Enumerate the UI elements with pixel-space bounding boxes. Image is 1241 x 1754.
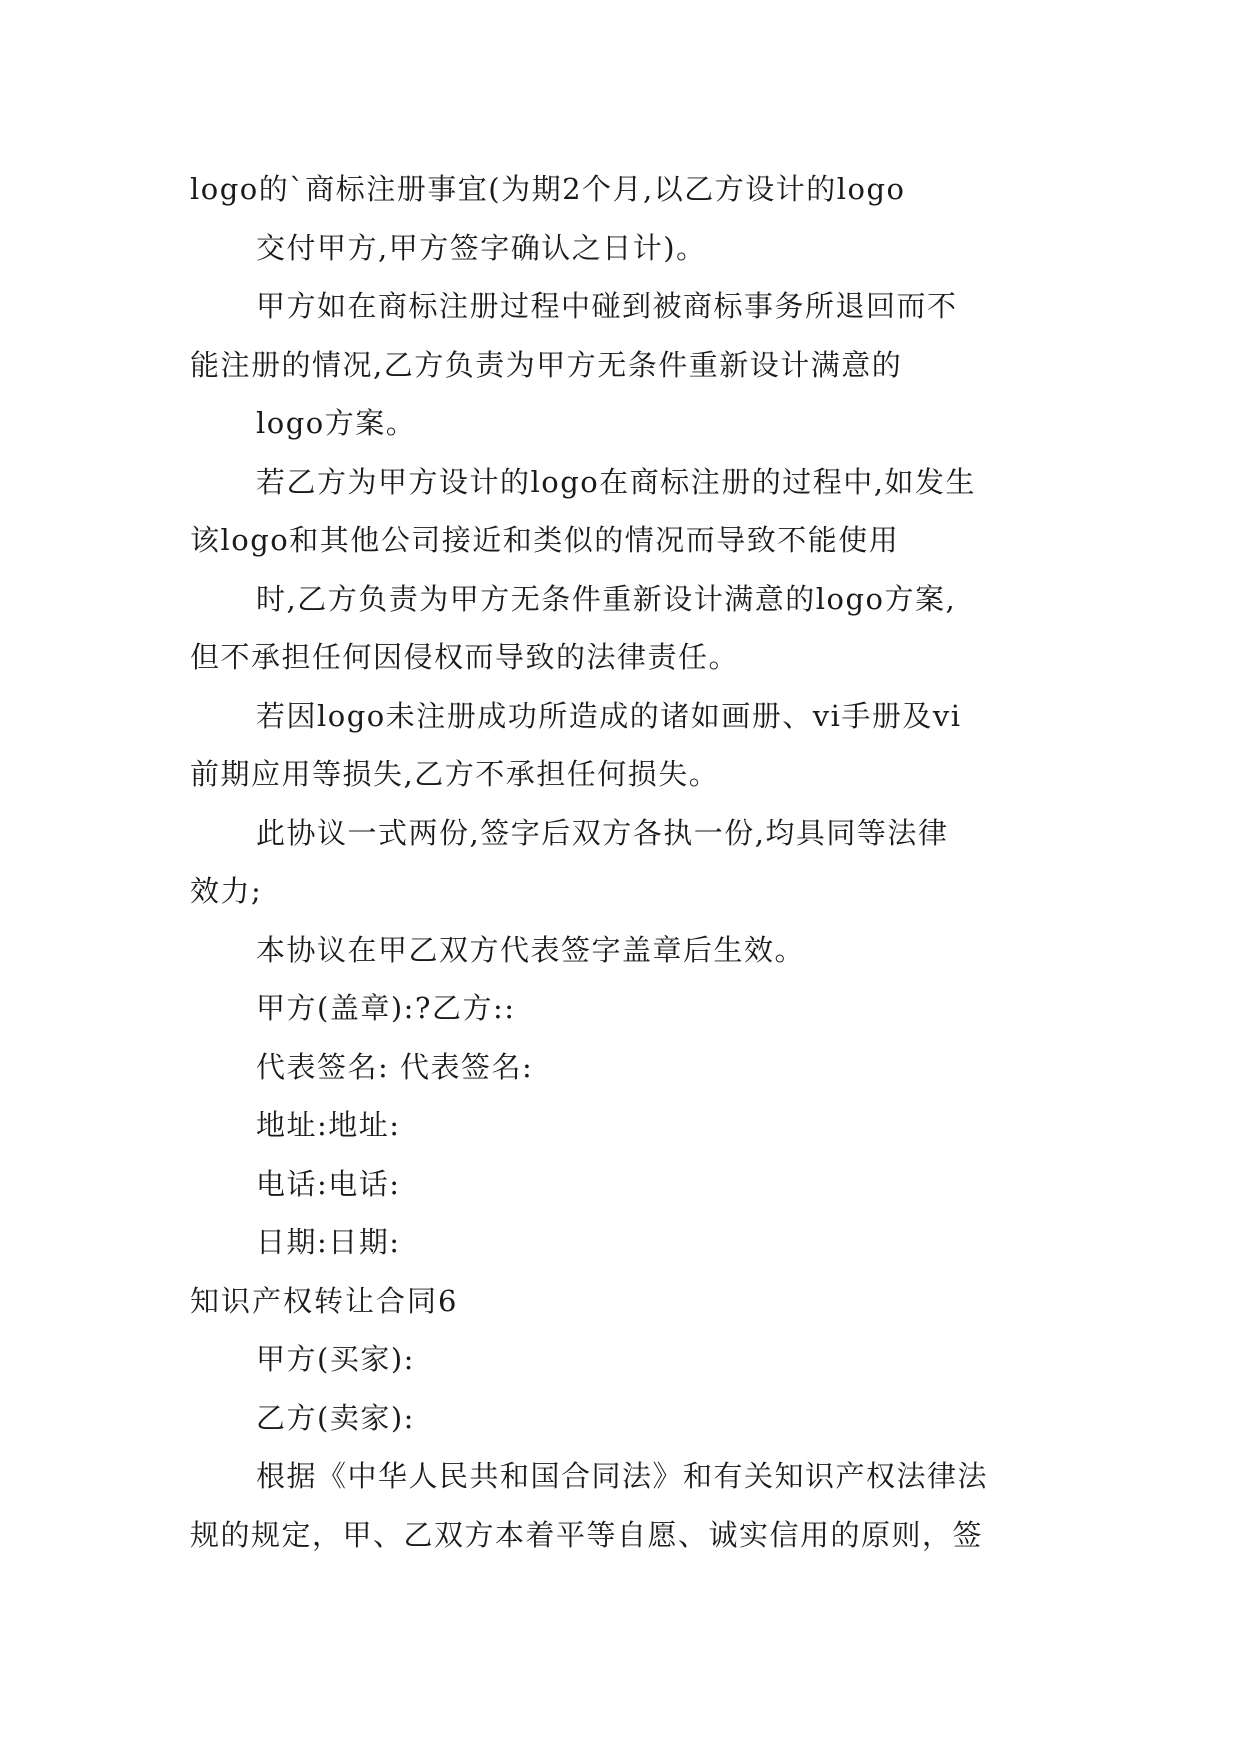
text-line-23: 根据《中华人民共和国合同法》和有关知识产权法律法 (256, 1459, 989, 1493)
text-line-10: 若因logo未注册成功所造成的诸如画册、vi手册及vi (256, 698, 962, 733)
signature-date-line: 日期:日期: (256, 1225, 401, 1259)
text-line-13: 效力; (190, 874, 263, 908)
text-line-14: 本协议在甲乙双方代表签字盖章后生效。 (256, 932, 806, 967)
signature-phone-line: 电话:电话: (256, 1166, 401, 1201)
signature-representative-line: 代表签名: 代表签名: (256, 1049, 534, 1084)
signature-party-line: 甲方(盖章):?乙方:: (256, 991, 516, 1025)
signature-address-line: 地址:地址: (256, 1108, 401, 1142)
seller-line: 乙方(卖家): (256, 1400, 415, 1435)
text-line-24: 规的规定，甲、乙双方本着平等自愿、诚实信用的原则，签 (190, 1517, 984, 1552)
text-line-8: 时,乙方负责为甲方无条件重新设计满意的logo方案, (256, 581, 957, 616)
text-line-3: 甲方如在商标注册过程中碰到被商标事务所退回而不 (256, 289, 958, 323)
buyer-line: 甲方(买家): (256, 1342, 415, 1376)
text-line-1: logo的`商标注册事宜(为期2个月,以乙方设计的logo (190, 172, 906, 206)
text-line-7: 该logo和其他公司接近和类似的情况而导致不能使用 (190, 523, 900, 557)
text-line-6: 若乙方为甲方设计的logo在商标注册的过程中,如发生 (256, 464, 976, 499)
text-line-4: 能注册的情况,乙方负责为甲方无条件重新设计满意的 (190, 347, 903, 382)
text-line-11: 前期应用等损失,乙方不承担任何损失。 (190, 757, 720, 791)
text-line-5: logo方案。 (256, 406, 417, 440)
text-line-2: 交付甲方,甲方签字确认之日计)。 (256, 230, 707, 265)
section-heading: 知识产权转让合同6 (190, 1283, 459, 1318)
text-line-9: 但不承担任何因侵权而导致的法律责任。 (190, 640, 740, 674)
text-line-12: 此协议一式两份,签字后双方各执一份,均具同等法律 (256, 815, 949, 850)
document-body (190, 160, 1050, 1564)
